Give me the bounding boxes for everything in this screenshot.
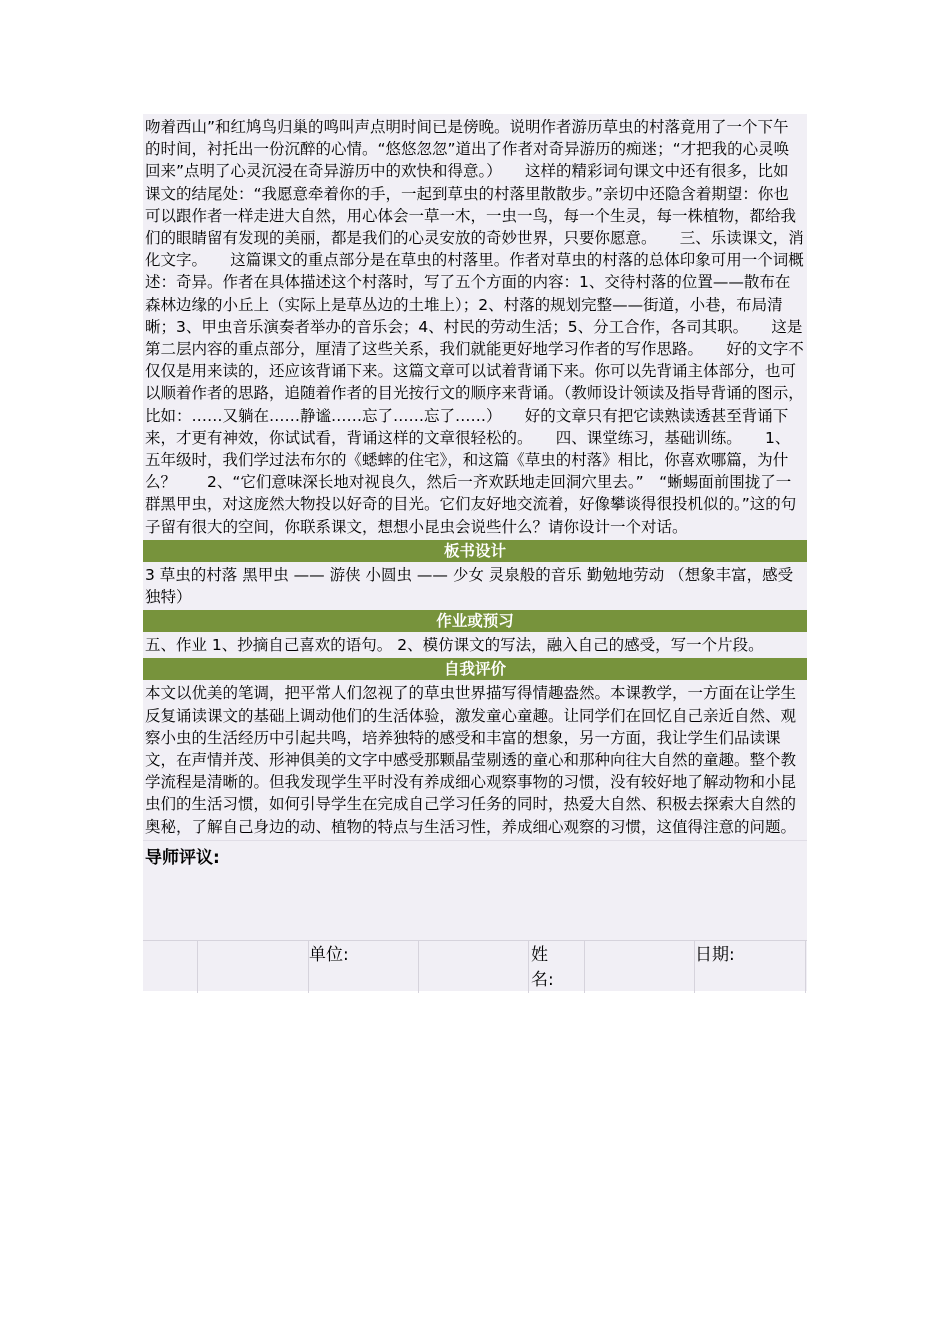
name-value-cell: [585, 941, 695, 993]
date-label: 日期:: [695, 944, 735, 965]
date-label-cell: [695, 941, 806, 993]
name-label: 姓名:: [531, 944, 554, 990]
homework-text: 五、作业 1、抄摘自己喜欢的语句。 2、模仿课文的写法，融入自己的感受，写一个片段。: [143, 632, 807, 658]
unit-label-cell: [309, 941, 419, 993]
homework-header: 作业或预习: [143, 610, 807, 632]
unit-label: 单位:: [309, 944, 349, 965]
self-evaluation-header: 自我评价: [143, 658, 807, 680]
mentor-comment-section: [143, 840, 807, 940]
footer-cell-blank-2: [198, 941, 309, 993]
board-design-header: 板书设计: [143, 540, 807, 562]
lesson-body-text: 吻着西山”和红鸠鸟归巢的鸣叫声点明时间已是傍晚。说明作者游历草虫的村落竟用了一个下午的时间，衬托出一份沉醉的心情。“悠悠忽忽”道出了作者对奇异游历的痴迷；“才把我的心灵唤回来”点明了心灵沉浸在奇异游历中的欢快和得意。） 这样的精彩词句课文中还有很多，比如课文的结尾处：“我愿意牵着你的手，一起到草虫的村落里散散步。”亲切中还隐含着期望：你也可以跟作者一样走进大自然，用心体会一草一木，一虫一鸟，每一个生灵，每一株植物，都给我们的眼睛留有发现的美丽，都是我们的心灵安放的奇妙世界，只要你愿意。 三、乐读课文，消化文字。 这篇课文的重点部分是在草虫的村落里。作者对草虫的村落的总体印象可用一个词概述：奇异。作者在具体描述这个村落时，写了五个方面的内容：1、交待村落的位置——散布在森林边缘的小丘上（实际上是草丛边的土堆上）；2、村落的规划完整——街道，小巷，布局清晰；3、甲虫音乐演奏者举办的音乐会；4、村民的劳动生活；5、分工合作，各司其职。 这是第二层内容的重点部分，厘清了这些关系，我们就能更好地学习作者的写作思路。 好的文字不仅仅是用来读的，还应该背诵下来。这篇文章可以试着背诵下来。你可以先背诵主体部分，也可以顺着作者的思路，追随着作者的目光按行文的顺序来背诵。（教师设计领读及指导背诵的图示，比如：……又躺在……静谧……忘了……忘了……） 好的文章只有把它读熟读透甚至背诵下来，才更有神效，你试试看，背诵这样的文章很轻松的。 四、课堂练习，基础训练。 1、五年级时，我们学过法布尔的《蟋蟀的住宅》，和这篇《草虫的村落》相比，你喜欢哪篇，为什么？ 2、“它们意味深长地对视良久，然后一齐欢跃地走回洞穴里去。” “蜥蜴面前围拢了一群黑甲虫，对这庞然大物投以好奇的目光。它们友好地交流着，好像攀谈得很投机似的。”这的句子留有很大的空间，你联系课文，想想小昆虫会说些什么？请你设计一个对话。: [143, 114, 807, 540]
board-design-text: 3 草虫的村落 黑甲虫 —— 游侠 小圆虫 —— 少女 灵泉般的音乐 勤勉地劳动 （想象丰富，感受独特）: [143, 562, 807, 610]
signature-row: [143, 940, 807, 991]
footer-cell-blank-1: [143, 941, 198, 993]
lesson-plan-document: [143, 114, 807, 991]
unit-value-cell: [419, 941, 529, 993]
date-value-cell: [806, 941, 807, 993]
name-label-cell: [529, 941, 585, 993]
mentor-comment-label: 导师评议:: [145, 847, 220, 868]
self-evaluation-text: 本文以优美的笔调，把平常人们忽视了的草虫世界描写得情趣盎然。本课教学，一方面在让学生反复诵读课文的基础上调动他们的生活体验，激发童心童趣。让同学们在回忆自己亲近自然、观察小虫的生活经历中引起共鸣，培养独特的感受和丰富的想象，另一方面，我让学生们品读课文，在声情并茂、形神俱美的文字中感受那颗晶莹剔透的童心和那种向往大自然的童趣。整个教学流程是清晰的。但我发现学生平时没有养成细心观察事物的习惯，没有较好地了解动物和小昆虫们的生活习惯，如何引导学生在完成自己学习任务的同时，热爱大自然、积极去探索大自然的奥秘，了解自己身边的动、植物的特点与生活习性，养成细心观察的习惯，这值得注意的问题。: [143, 680, 807, 839]
